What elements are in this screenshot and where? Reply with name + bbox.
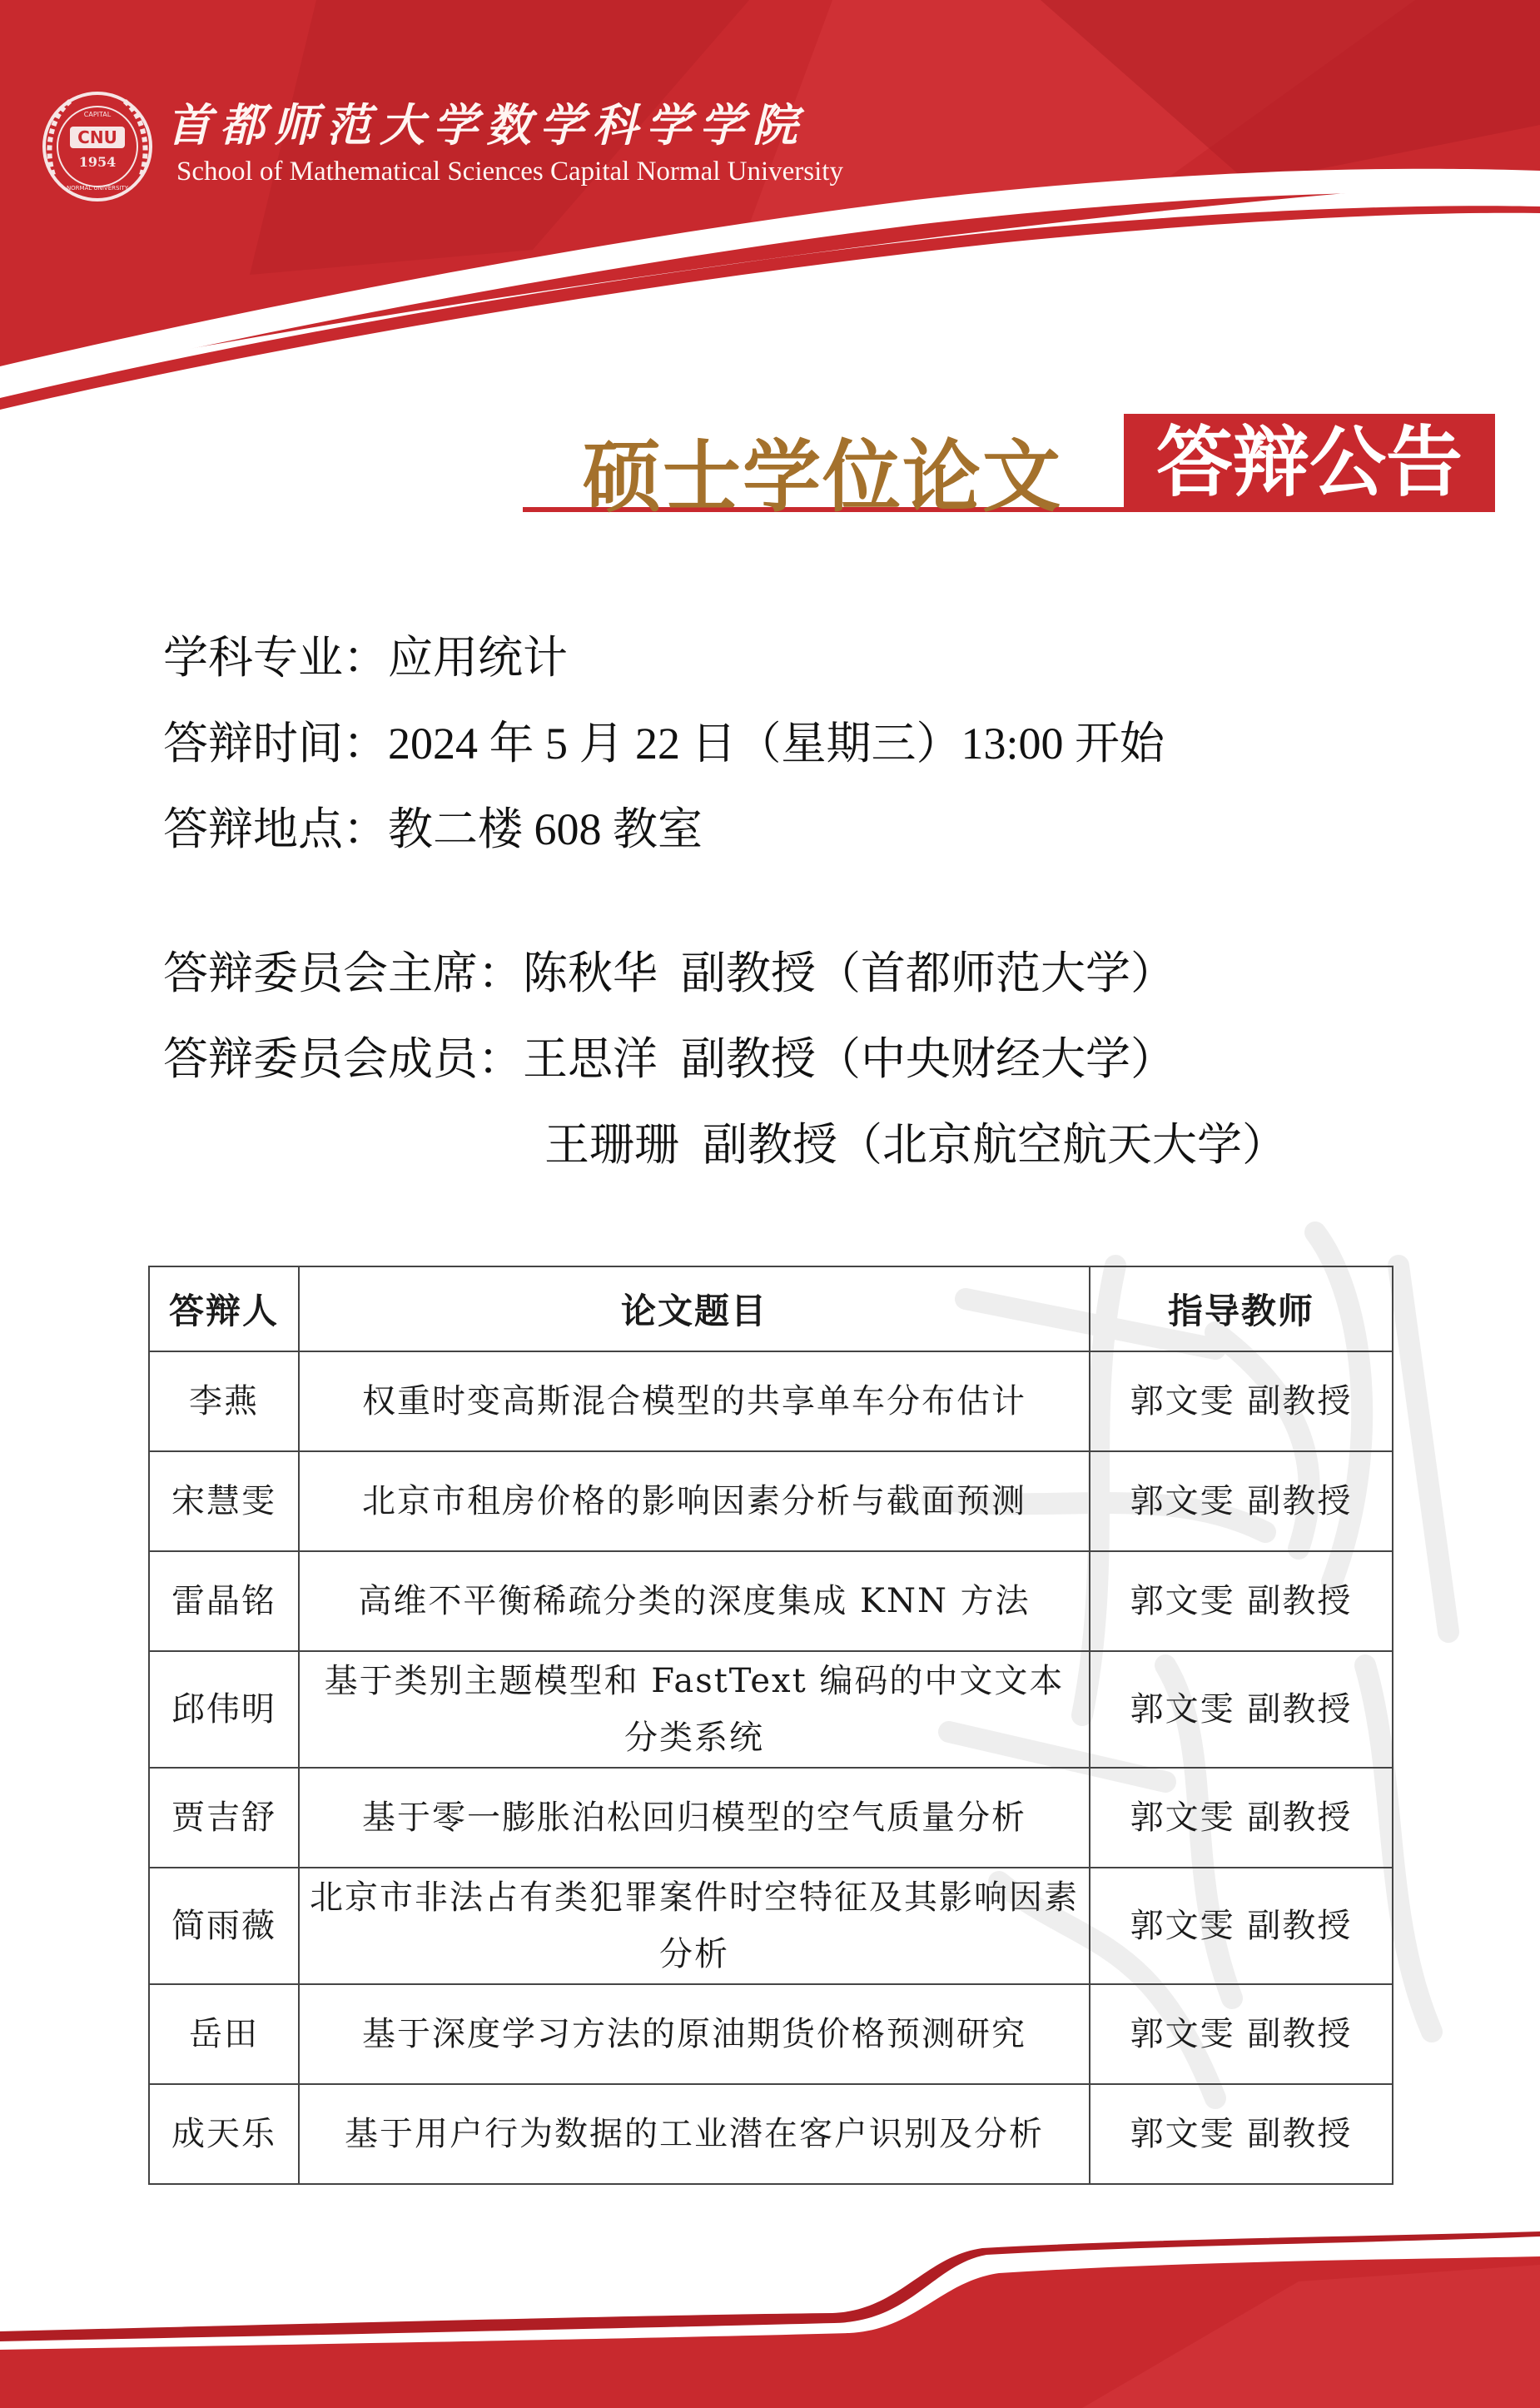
thesis-title-cell: 高维不平衡稀疏分类的深度集成 KNN 方法 (299, 1551, 1090, 1651)
student-cell: 贾吉舒 (149, 1768, 299, 1868)
table-row (149, 1768, 1393, 1868)
time-label: 答辩时间： (163, 717, 388, 769)
thesis-title-cell: 基于类别主题模型和 FastText 编码的中文文本分类系统 (299, 1651, 1090, 1768)
member-org: （北京航空航天大学） (837, 1118, 1287, 1171)
chair-name: 陈秋华 (523, 947, 658, 999)
advisor-cell: 郭文雯 副教授 (1090, 1768, 1393, 1868)
thesis-title-cell: 基于深度学习方法的原油期货价格预测研究 (299, 1984, 1090, 2084)
thesis-defense-table (148, 1266, 1393, 2185)
advisor-cell: 郭文雯 副教授 (1090, 1651, 1393, 1768)
member-name: 王珊珊 (544, 1118, 679, 1171)
advisor-cell: 郭文雯 副教授 (1090, 1984, 1393, 2084)
table-row (149, 1984, 1393, 2084)
place-label: 答辩地点： (163, 803, 388, 855)
table-row (149, 1351, 1393, 1451)
advisor-cell: 郭文雯 副教授 (1090, 1351, 1393, 1451)
member-title: 副教授 (681, 1032, 816, 1085)
header-banner (0, 0, 1540, 433)
thesis-title-cell: 北京市租房价格的影响因素分析与截面预测 (299, 1451, 1090, 1551)
header-advisor: 指导教师 (1090, 1266, 1393, 1351)
student-cell: 岳田 (149, 1984, 299, 2084)
member-name: 王思洋 (523, 1032, 658, 1085)
student-cell: 宋慧雯 (149, 1451, 299, 1551)
logo-side-text: NORMAL UNIVERSITY (66, 185, 129, 192)
member-org: （中央财经大学） (816, 1032, 1175, 1085)
advisor-cell: 郭文雯 副教授 (1090, 1451, 1393, 1551)
major-value: 应用统计 (388, 631, 568, 684)
logo-abbr: CNU (77, 127, 117, 147)
thesis-title-cell: 北京市非法占有类犯罪案件时空特征及其影响因素分析 (299, 1868, 1090, 1984)
thesis-title-cell: 基于零一膨胀泊松回归模型的空气质量分析 (299, 1768, 1090, 1868)
place-value: 教二楼 608 教室 (388, 804, 703, 854)
title-announcement: 答辩公告 (1124, 414, 1495, 512)
table-row (149, 1551, 1393, 1651)
committee-member-line (163, 1023, 1175, 1087)
student-cell: 邱伟明 (149, 1651, 299, 1768)
student-cell: 简雨薇 (149, 1868, 299, 1984)
table-header-row (149, 1266, 1393, 1351)
university-seal-logo (38, 83, 156, 216)
student-cell: 李燕 (149, 1351, 299, 1451)
chair-title: 副教授 (681, 947, 816, 999)
chair-label: 答辩委员会主席： (163, 947, 523, 999)
time-line (163, 708, 1165, 772)
thesis-title-cell: 基于用户行为数据的工业潜在客户识别及分析 (299, 2084, 1090, 2184)
advisor-cell: 郭文雯 副教授 (1090, 2084, 1393, 2184)
table-row (149, 1451, 1393, 1551)
committee-member-line (544, 1109, 1287, 1173)
student-cell: 成天乐 (149, 2084, 299, 2184)
title-thesis-type: 硕士学位论文 (583, 432, 1063, 523)
major-label: 学科专业： (163, 631, 388, 684)
header-student: 答辩人 (149, 1266, 299, 1351)
chair-org: （首都师范大学） (816, 947, 1175, 999)
advisor-cell: 郭文雯 副教授 (1090, 1551, 1393, 1651)
logo-top-text: CAPITAL (83, 111, 112, 118)
major-line (163, 622, 568, 686)
committee-chair-line (163, 938, 1175, 1002)
table-row (149, 1651, 1393, 1768)
members-label: 答辩委员会成员： (163, 1032, 523, 1085)
member-title: 副教授 (703, 1118, 837, 1171)
student-cell: 雷晶铭 (149, 1551, 299, 1651)
thesis-title-cell: 权重时变高斯混合模型的共享单车分布估计 (299, 1351, 1090, 1451)
school-name-cn: 首都师范大学数学科学学院 (166, 98, 806, 152)
advisor-cell: 郭文雯 副教授 (1090, 1868, 1393, 1984)
header-thesis-title: 论文题目 (299, 1266, 1090, 1351)
school-name-en: School of Mathematical Sciences Capital Normal University (176, 157, 843, 187)
time-value: 2024 年 5 月 22 日（星期三）13:00 开始 (388, 719, 1165, 769)
table-row (149, 1868, 1393, 1984)
place-line (163, 794, 703, 858)
logo-year: 1954 (78, 154, 117, 170)
table-row (149, 2084, 1393, 2184)
footer-banner (0, 2231, 1540, 2408)
